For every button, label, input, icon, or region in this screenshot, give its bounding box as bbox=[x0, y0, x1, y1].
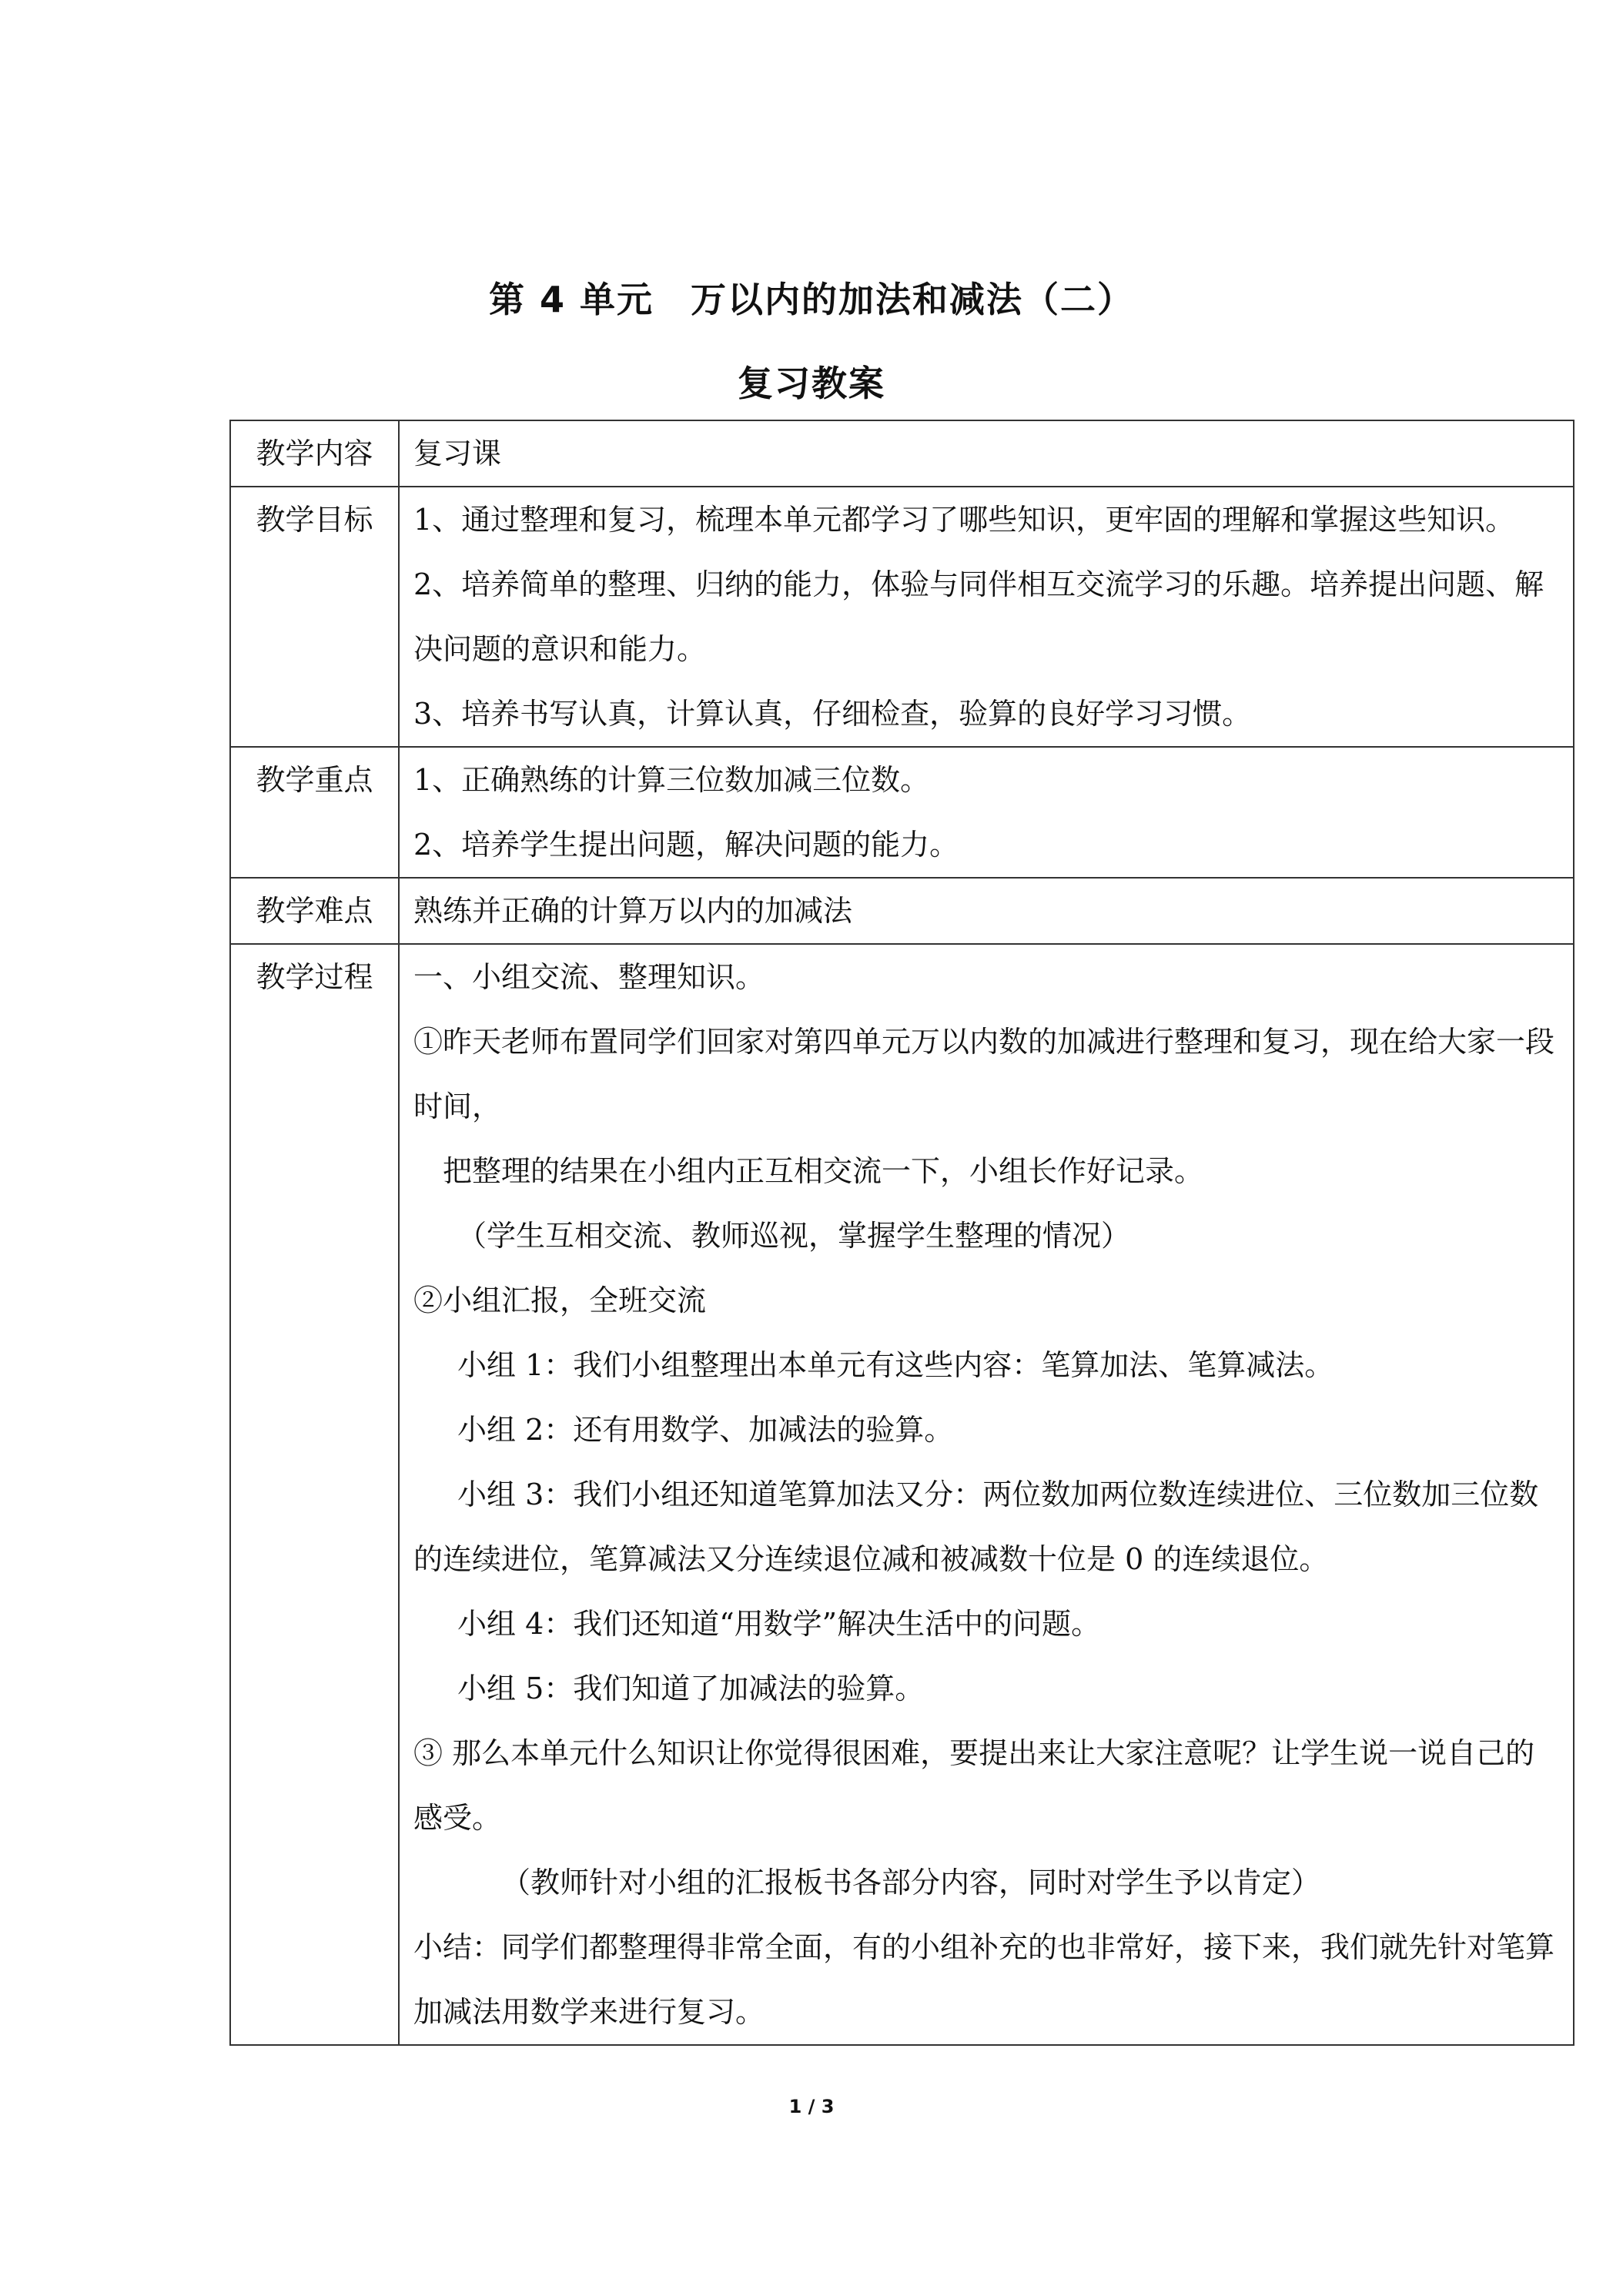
table-row bbox=[230, 944, 1574, 2045]
text-line: 2、培养简单的整理、归纳的能力，体验与同伴相互交流学习的乐趣。培养提出问题、解决问题的意识和能力。 bbox=[413, 567, 1544, 666]
text-line: （学生互相交流、教师巡视，掌握学生整理的情况） bbox=[457, 1219, 1131, 1253]
text-line: （教师针对小组的汇报板书各部分内容，同时对学生予以肯定） bbox=[501, 1866, 1321, 1899]
row-content-content bbox=[399, 420, 1574, 487]
page-number: 1 / 3 bbox=[788, 2096, 835, 2117]
row-content-objectives bbox=[399, 487, 1574, 747]
document-subtitle: 复习教案 bbox=[738, 363, 885, 404]
text-line: 小组 4：我们还知道“用数学”解决生活中的问题。 bbox=[457, 1607, 1101, 1641]
text-line: ③ 那么本单元什么知识让你觉得很困难，要提出来让大家注意呢？让学生说一说自己的感受。 bbox=[413, 1736, 1535, 1835]
table-row bbox=[230, 747, 1574, 878]
text-line: 3、培养书写认真，计算认真，仔细检查，验算的良好学习习惯。 bbox=[413, 697, 1252, 731]
row-content-process bbox=[399, 944, 1574, 2045]
table-row bbox=[230, 878, 1574, 944]
row-content-key-points bbox=[399, 747, 1574, 878]
text-line: 2、培养学生提出问题，解决问题的能力。 bbox=[413, 828, 959, 862]
text-line: 小组 5：我们知道了加减法的验算。 bbox=[457, 1672, 925, 1705]
text-line: 一、小组交流、整理知识。 bbox=[413, 960, 765, 994]
text-line: 把整理的结果在小组内正互相交流一下，小组长作好记录。 bbox=[443, 1154, 1204, 1188]
row-label-key-points: 教学重点 bbox=[230, 747, 399, 878]
text-line: 小组 2：还有用数学、加减法的验算。 bbox=[457, 1413, 954, 1447]
text-line: ②小组汇报，全班交流 bbox=[413, 1284, 707, 1317]
text-line: 1、正确熟练的计算三位数加减三位数。 bbox=[413, 763, 930, 797]
row-label-objectives: 教学目标 bbox=[230, 487, 399, 747]
text-line: 复习课 bbox=[413, 437, 502, 470]
lesson-plan-table bbox=[229, 420, 1574, 2046]
row-label-content: 教学内容 bbox=[230, 420, 399, 487]
row-label-process: 教学过程 bbox=[230, 944, 399, 2045]
row-content-difficulties bbox=[399, 878, 1574, 944]
table-row bbox=[230, 487, 1574, 747]
text-line: 小组 3：我们小组还知道笔算加法又分：两位数加两位数连续进位、三位数加三位数的连续进位，笔算减法又分连续退位减和被减数十位是 0 的连续退位。 bbox=[413, 1478, 1539, 1576]
text-line: 熟练并正确的计算万以内的加减法 bbox=[413, 894, 853, 928]
row-label-difficulties: 教学难点 bbox=[230, 878, 399, 944]
text-line: ①昨天老师布置同学们回家对第四单元万以内数的加减进行整理和复习，现在给大家一段时间， bbox=[413, 1025, 1555, 1123]
document-title: 第 4 单元 万以内的加法和减法（二） bbox=[488, 279, 1135, 320]
text-line: 1、通过整理和复习，梳理本单元都学习了哪些知识，更牢固的理解和掌握这些知识。 bbox=[413, 503, 1515, 537]
table-row bbox=[230, 420, 1574, 487]
text-line: 小组 1：我们小组整理出本单元有这些内容：笔算加法、笔算减法。 bbox=[457, 1348, 1334, 1382]
text-line: 小结：同学们都整理得非常全面，有的小组补充的也非常好，接下来，我们就先针对笔算加减法用数学来进行复习。 bbox=[413, 1930, 1555, 2029]
